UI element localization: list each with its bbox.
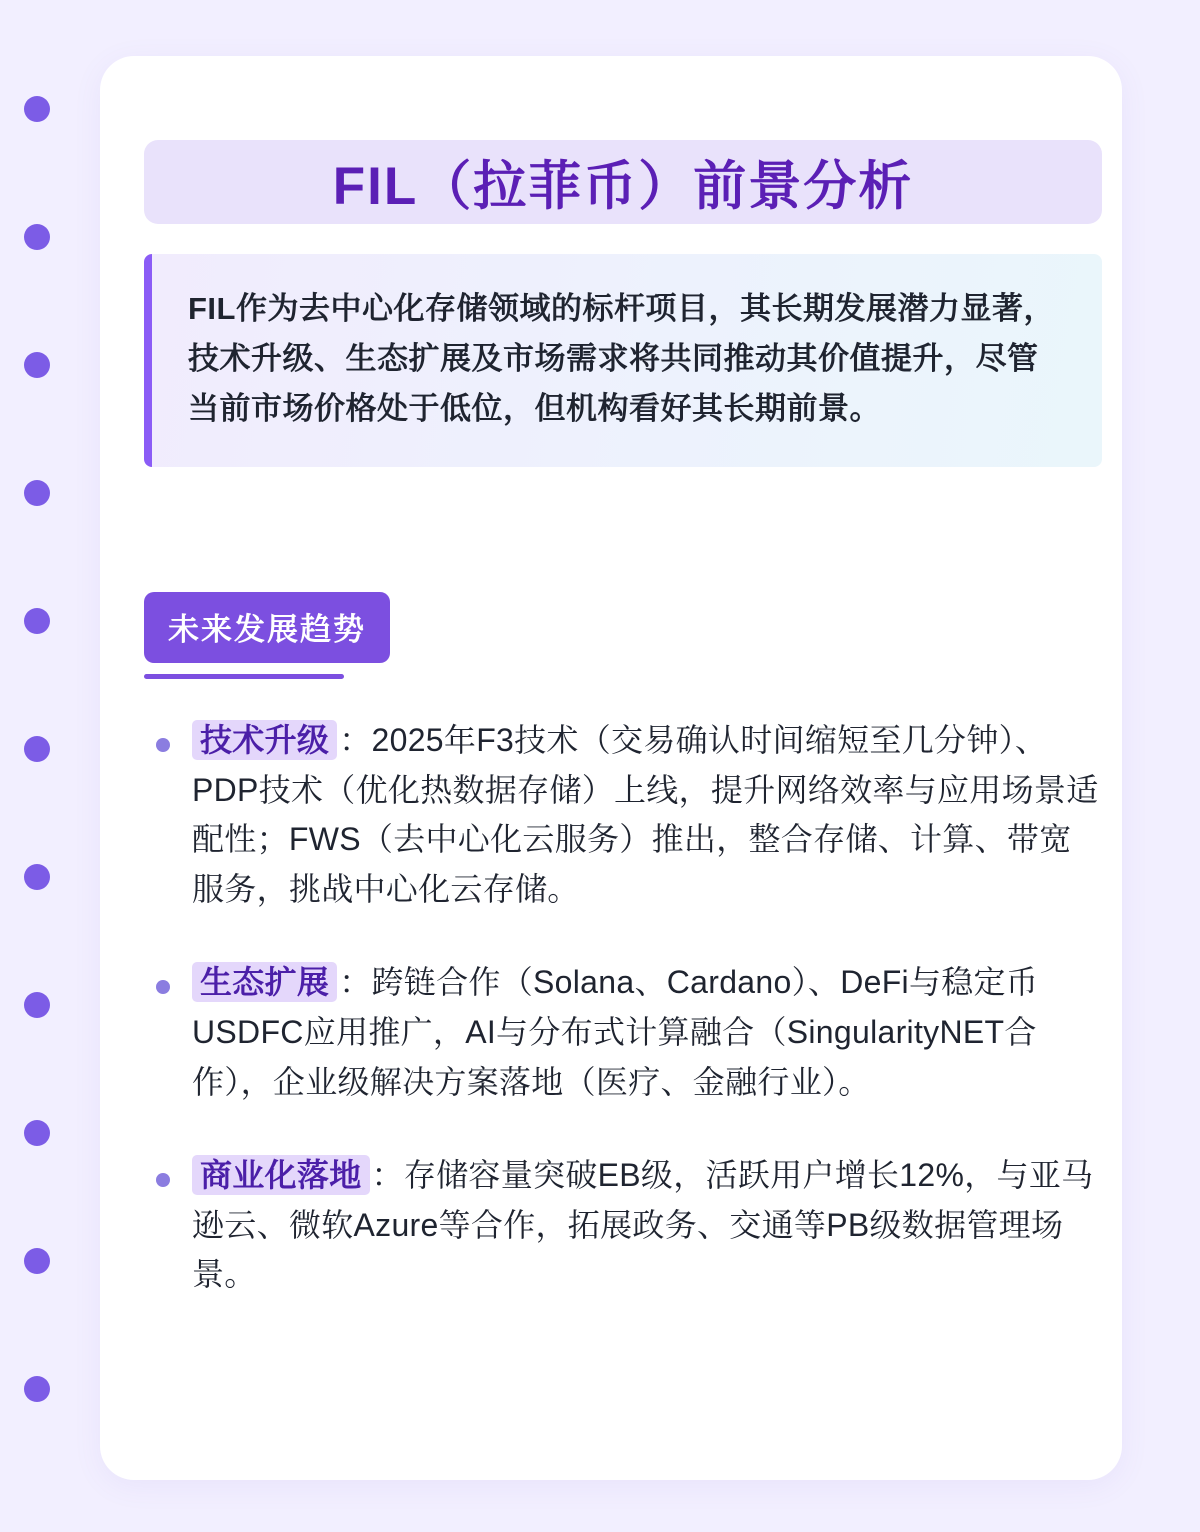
punch-hole	[24, 1376, 50, 1402]
summary-callout	[144, 254, 1102, 467]
punch-hole	[24, 736, 50, 762]
content-card	[100, 56, 1122, 1480]
bullet-text: ：2025年F3技术（交易确认时间缩短至几分钟）、PDP技术（优化热数据存储）上线，提升网络效率与应用场景适配性；FWS（去中心化云服务）推出，整合存储、计算、带宽服务，挑战中心化云存储。	[192, 722, 1099, 907]
bullet-keyword: 生态扩展	[192, 962, 337, 1002]
punch-hole	[24, 96, 50, 122]
bullet-text: ：跨链合作（Solana、Cardano）、DeFi与稳定币USDFC应用推广，AI与分布式计算融合（SingularityNET合作），企业级解决方案落地（医疗、金融行业）。	[192, 964, 1039, 1100]
section-tag-future-trends: 未来发展趋势	[144, 592, 390, 663]
section-underline	[144, 674, 344, 679]
bullet-dot-icon	[156, 738, 170, 752]
punch-hole	[24, 352, 50, 378]
page-title: FIL（拉菲币）前景分析	[332, 157, 914, 216]
list-item	[144, 958, 1102, 1107]
punch-hole	[24, 608, 50, 634]
punch-hole	[24, 480, 50, 506]
bullet-body	[192, 1151, 1102, 1300]
bullet-body	[192, 958, 1102, 1107]
list-item	[144, 716, 1102, 914]
bullet-dot-icon	[156, 1173, 170, 1187]
bullet-keyword: 商业化落地	[192, 1155, 370, 1195]
bullet-text: ：存储容量突破EB级，活跃用户增长12%，与亚马逊云、微软Azure等合作，拓展政务、交通等PB级数据管理场景。	[192, 1157, 1094, 1293]
punch-hole	[24, 992, 50, 1018]
punch-hole	[24, 864, 50, 890]
bullet-dot-icon	[156, 980, 170, 994]
title-banner	[144, 140, 1102, 224]
bullet-list	[144, 716, 1102, 1344]
bullet-keyword: 技术升级	[192, 720, 337, 760]
punch-hole-strip	[0, 0, 100, 1532]
punch-hole	[24, 1120, 50, 1146]
bullet-body	[192, 716, 1102, 914]
summary-text: FIL作为去中心化存储领域的标杆项目，其长期发展潜力显著，技术升级、生态扩展及市场需求将共同推动其价值提升，尽管当前市场价格处于低位，但机构看好其长期前景。	[188, 291, 1055, 427]
list-item	[144, 1151, 1102, 1300]
punch-hole	[24, 1248, 50, 1274]
punch-hole	[24, 224, 50, 250]
